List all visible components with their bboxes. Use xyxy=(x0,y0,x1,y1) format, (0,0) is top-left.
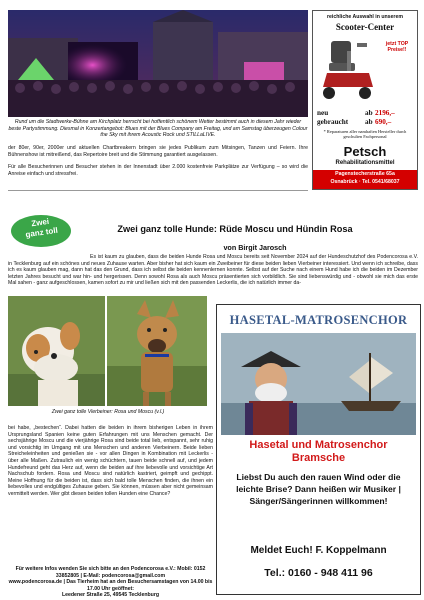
brand-subtitle: Rehabilitationsmittel xyxy=(335,160,395,166)
article-paragraph: Für alle Besucherinnen und Besucher stehen in der Innenstadt über 2.000 kostenfreie Parkplätze zur Verfügung – so wird die Anreise einfach und stressfrei. xyxy=(8,164,308,177)
article-paragraph: der 80er, 90er, 2000er und aktuellen Chartbreakern bringen sie jedes Publikum zum Mitsingen, Tanzen und Feiern. Ihre Bühnenshow ist mitreißend, das Repertoire breit und die Stimmung garantiert ausgelassen. xyxy=(8,145,308,158)
contact-info xyxy=(8,566,213,598)
ad-phone: Tel.: 0160 - 948 411 96 xyxy=(264,567,373,579)
matrosenchor-ad xyxy=(216,304,421,595)
article-paragraph: Es ist kaum zu glauben, dass die beiden Hunde Rosa und Moscu bereits seit November 2024 auf der Hundeschutzhof des Podencorosa e.V. in Tecklenburg auf ein schönes und neues Zuhause warten. Aber bisher hat sich kaum ein Zweibeiner für diese beiden lieben Vierbeiner interessiert. Und wenn ich schreibe, dass ich es kaum glauben mag, dann hat das den Grund, dass ich selbst die beiden kennenlernen konnte. Selbst auf der Suche nach einem Hund habe ich die beiden im Dezember letzten Jahres besucht und war hin- und hergerissen. Denn sowohl Rosa als auch Moscu präsentierten sich vorbildlich. Sie sind liebenswürdig und - obwohl sie mich das erste Mal sahen - ganz aufgeschlossen, kamen sofort zu mir und ließen sich mit den passenden Leckerlis, die ich natürlich immer da- xyxy=(8,254,418,287)
promo-line: jetzt TOP xyxy=(385,41,409,47)
scooter-center-ad xyxy=(312,10,418,190)
ad-body: Liebst Du auch den rauen Wind oder die leichte Brise? Dann heißen wir Musiker | Sänger/Sängerinnen willkommen! xyxy=(236,472,401,506)
price-prefix: ab xyxy=(365,109,373,117)
price-list xyxy=(317,109,413,126)
ad-title-line: Bramsche xyxy=(291,452,346,464)
dog-photo-moscu xyxy=(107,296,207,406)
promo-badge xyxy=(379,41,415,53)
info-line: Für weitere Infos wenden Sie sich bitte an den Podencorosa e.V.: Mobil: 0152 33852805 | E-Mail: podencorosa@gmail.com xyxy=(15,566,206,579)
ad-address: Pagenstecherstraße 65a xyxy=(335,171,395,177)
info-line: www.podencorosa.de | Das Tierheim hat an den Besuchersamstagen von 14.00 bis 17.00 Uhr geöffnet: xyxy=(8,579,213,592)
ad-banner: HASETAL-MATROSENCHOR xyxy=(229,313,408,327)
promo-line: Preise!! xyxy=(387,47,407,53)
dog-photo-rosa xyxy=(8,296,105,406)
ad-contact: Meldet Euch! F. Koppelmann xyxy=(250,545,387,556)
photo-caption: Zwei ganz tolle Vierbeiner: Rosa und Moscu (v.l.) xyxy=(51,409,165,415)
article-paragraph: bei habe, „bestechen“. Dabei hatten die beiden in ihrem bisherigen Leben in ihrem Ursprungsland Spanien keine guten Erfahrungen mit uns Menschen gemacht. Der sechsjährige Moscu und die vierjährige Rosa sind beide total lieb, entspannt, sehr ruhig und vorsichtig im Umgang mit uns Menschen und anderen Vierbeinern. Beide lieben Streicheleinheiten und genießen sie - vor allen Dingen in Kombination mit Leckerlis - über alle Maßen. Zutraulich ein wenig schüchtern, tauen beide schnell auf, und jedem Hundefreund geht das Herz auf, wenn die beiden auf ihre liebevolle und vorsichtige Art Nachschub fordern. Rosa und Moscu sind natürlich kastriert, geimpft und gechippt. Meine Hoffnung für die beiden ist, dass sich bald tolle Menschen finden, die ihnen ein liebevolles und endgültiges Zuhause geben. Sie können, müssen aber nicht gemeinsam vermittelt werden. Wer gibt diesen beiden tollen Hunden eine Chance? xyxy=(8,425,213,497)
ad-phone: Osnabrück · Tel. 0541/68037 xyxy=(330,179,400,185)
scooter-image xyxy=(317,35,377,105)
ad-address-bar xyxy=(313,170,417,189)
divider xyxy=(8,190,308,191)
badge-line: Zwei xyxy=(30,216,50,229)
ad-note: * Reparaturen aller namhaften Hersteller durch geschulten Fachpersonal xyxy=(323,129,407,140)
concert-photo xyxy=(8,10,308,117)
price-label: gebraucht xyxy=(317,117,349,126)
price-value: 690,– xyxy=(375,117,392,126)
article-title: Zwei ganz tolle Hunde: Rüde Moscu und Hündin Rosa xyxy=(117,224,353,234)
ad-title-line: Hasetal und Matrosenchor xyxy=(249,439,388,451)
article-author: von Birgit Jarosch xyxy=(223,243,287,252)
sailor-image xyxy=(221,333,416,435)
concert-caption: Rund um die Stadtwerke-Bühne am Kirchplatz herrscht bei hoffentlich schönem Wetter bestimmt auch in diesem Jahr wieder beste Partystimmung. Diesmal in Konzertangebot: Blues mit der Blues Company am Freitag, und am Samstag überzeugen Colour the Sky mit ihrem Acoustic Rock und STILLaLIVE. xyxy=(8,119,308,139)
price-value: 2196,– xyxy=(375,109,395,117)
info-line: Leedener Straße 25, 49545 Tecklenburg xyxy=(61,592,160,599)
petsch-logo: Petsch xyxy=(343,144,387,159)
price-prefix: ab xyxy=(365,117,373,126)
price-label: neu xyxy=(317,109,329,117)
ad-headline: reichliche Auswahl in unserem xyxy=(327,14,403,20)
badge-line: ganz toll xyxy=(24,225,59,240)
ad-title: Scooter-Center xyxy=(335,22,395,32)
ad-title xyxy=(221,439,416,465)
